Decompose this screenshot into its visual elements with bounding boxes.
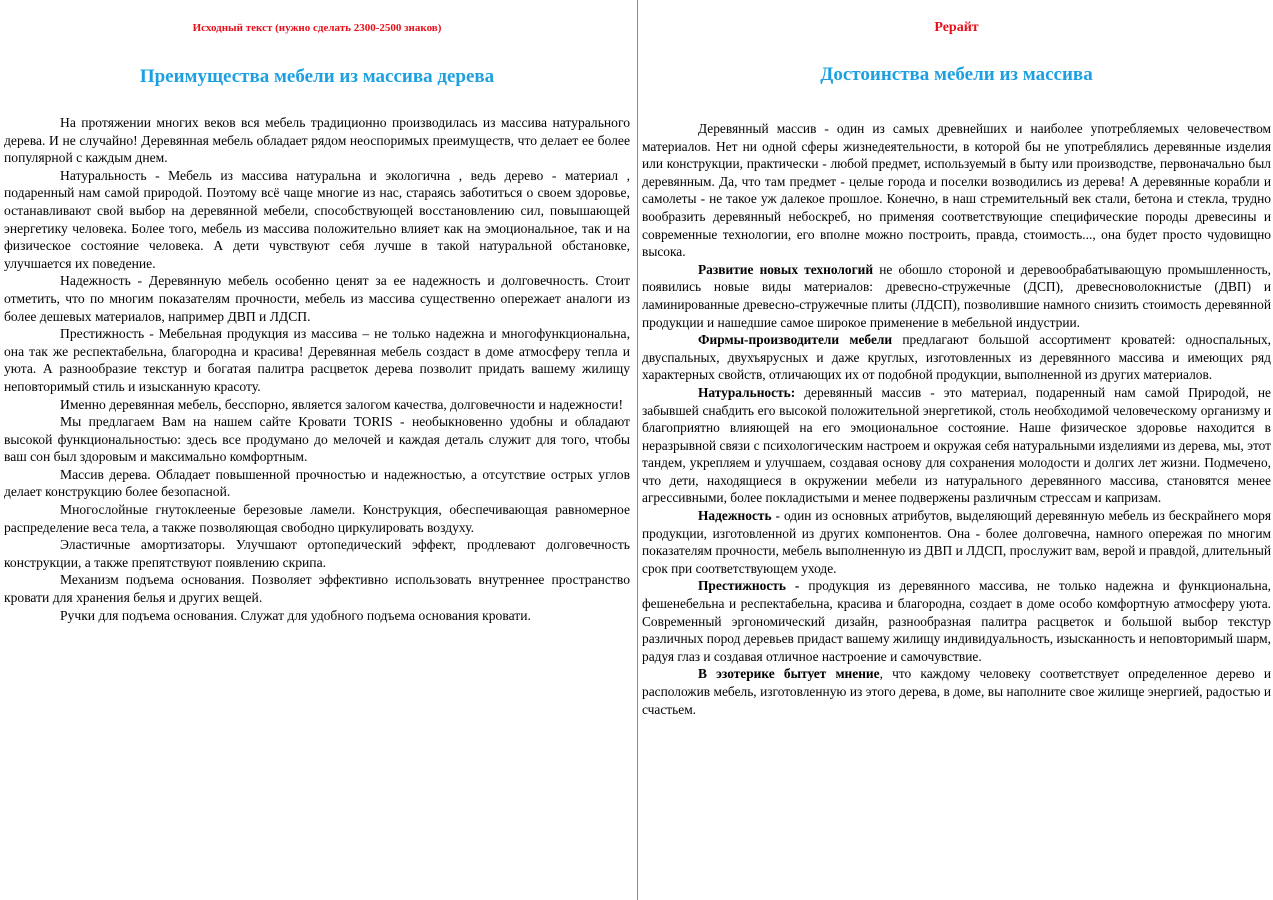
- paragraph-text: Деревянный массив - один из самых древнейших и наиболее употребляемых человечеством материалов. Нет ни одной сферы жизнедеятельности, в которой бы не употреблялись деревянные изделия или конструкции, практически - любой предмет, используемый в быту или производстве, первоначально был деревянным. Да, что там предмет - целые города и поселки возводились из дерева! А деревянные корабли и самолеты - не такое уж далекое прошлое. Конечно, в наш стремительный век стали, бетона и стекла, трудно вообразить деревянный небоскреб, но применяя соответствующие специфические породы древесины и современные технологии, его вполне можно построить, правда, стоимость..., она будет просто чудовищно высока.: [642, 121, 1271, 260]
- original-paragraph: Мы предлагаем Вам на нашем сайте Кровати TORIS - необыкновенно удобны и обладают высокой функциональностью: здесь все продумано до мелочей и каждая деталь служит для того, чтобы ваш сон был здоровым и максимально комфортным.: [4, 414, 630, 465]
- paragraph-lead: Фирмы-производители мебели: [698, 332, 893, 348]
- paragraph-text: предлагают большой ассортимент кроватей: односпальных, двуспальных, двухъярусных и даже круглых, изготовленных из деревянного массива и имеющих ряд характерных свойств, отличающих их от подобной продукции, выполненной из других материалов.: [642, 332, 1272, 383]
- paragraph-lead: Престижность -: [698, 578, 800, 594]
- rewrite-caption: Рерайт: [934, 20, 979, 35]
- original-paragraph: Именно деревянная мебель, бесспорно, является залогом качества, долговечности и надежности!: [60, 396, 623, 412]
- paragraph-text: - один из основных атрибутов, выделяющий деревянную мебель из бескрайнего моря продукции, изготовленной из других компонентов. Она - более долговечна, намного опережая по многим показателям прочности, мебель выполненную из ДВП и ЛДСП, прослужит вам, верой и правдой, длительный срок при соответствующем уходе.: [642, 508, 1271, 576]
- original-paragraph: Престижность - Мебельная продукция из массива – не только надежна и многофункциональна, она так же респектабельна, благородна и красива! Деревянная мебель создаст в доме атмосферу тепла и уюта. А разнообразие текстур и богатая палитра расцветок дерева позволит придать вашему жилищу неповторимый стиль и изысканную красоту.: [4, 326, 630, 394]
- rewrite-paragraph: [642, 507, 1271, 577]
- paragraph-lead: В эзотерике бытует мнение: [698, 666, 880, 682]
- rewrite-paragraph: [642, 120, 1271, 261]
- paragraph-lead: Развитие новых технологий: [698, 261, 874, 277]
- rewrite-paragraph: [642, 665, 1271, 718]
- original-body: [4, 114, 630, 624]
- rewrite-text-column: [639, 0, 1273, 900]
- original-title: Преимущества мебели из массива дерева: [139, 66, 495, 87]
- paragraph-text: продукция из деревянного массива, не только надежна и функциональна, фешенебельна и респектабельна, красива и благородна, создает в доме особо комфортную атмосферу уюта. Современный эргономический дизайн, разнообразная палитра расцветок и большой выбор текстур различных пород деревьев придаст вашему жилищу индивидуальность, изысканность и неповторимый шарм, радуя глаз и создавая отличное настроение и самочувствие.: [642, 578, 1271, 664]
- paragraph-text: не обошло стороной и деревообрабатывающую промышленность, появились новые виды материалов: древесно-стружечные (ДСП), древесноволокнистые (ДВП) и ламинированные древесно-стружечные плиты (ЛДСП), позволившие намного снизить стоимость деревянной продукции и нашедшие самое широкое применение в мебельной индустрии.: [642, 261, 1271, 330]
- rewrite-paragraph: [642, 577, 1271, 665]
- paragraph-lead: Натуральность:: [698, 384, 796, 400]
- rewrite-paragraph: [642, 384, 1271, 507]
- original-paragraph: Многослойные гнутоклееные березовые ламели. Конструкция, обеспечивающая равномерное распределение веса тела, а также позволяющая свободно циркулировать воздуху.: [4, 502, 630, 535]
- original-paragraph: Ручки для подъема основания. Служат для удобного подъема основания кровати.: [60, 607, 531, 623]
- original-paragraph: Надежность - Деревянную мебель особенно ценят за ее надежность и долговечность. Стоит отметить, что по многим показателям прочности, мебель из массива существенно опережает аналоги из более дешевых материалов, например ДВП и ЛДСП.: [4, 273, 630, 324]
- original-paragraph: Натуральность - Мебель из массива натуральна и экологична , ведь дерево - материал , подаренный нам самой природой. Поэтому всё чаще многие из нас, стараясь заботиться о своем здоровье, останавливают свой выбор на деревянной мебели, способствующей восстановлению сил, повышающей энергетику человека. Более того, мебель из массива положительно влияет как на эмоциональное, так и на физическое состояние человека. А дети чувствуют себя лучше в такой натуральной обстановке, улучшается их поведение.: [4, 167, 630, 271]
- original-text-column: [0, 0, 636, 900]
- column-divider: [637, 0, 638, 900]
- original-caption: Исходный текст (нужно сделать 2300-2500 знаков): [192, 22, 442, 34]
- rewrite-paragraph: [642, 261, 1271, 331]
- original-paragraph: Эластичные амортизаторы. Улучшают ортопедический эффект, продлевают долговечность конструкции, а также препятствуют появлению скрипа.: [4, 537, 630, 570]
- original-paragraph: Механизм подъема основания. Позволяет эффективно использовать внутреннее пространство кровати для хранения белья и других вещей.: [4, 572, 630, 606]
- original-paragraph: Массив дерева. Обладает повышенной прочностью и надежностью, а отсутствие острых углов делает конструкцию более безопасной.: [4, 466, 630, 500]
- paragraph-text: , что каждому человеку соответствует определенное дерево и расположив мебель, изготовленную из этого дерева, в доме, вы наполните свое жилище энергией, радостью и счастьем.: [642, 666, 1271, 717]
- rewrite-paragraph: [642, 331, 1271, 384]
- paragraph-lead: Надежность: [698, 508, 772, 524]
- original-paragraph: На протяжении многих веков вся мебель традиционно производилась из массива натурального дерева. И не случайно! Деревянная мебель обладает рядом неоспоримых преимуществ, что делает ее более популярной с каждым днем.: [4, 115, 630, 166]
- rewrite-title: Достоинства мебели из массива: [820, 64, 1093, 85]
- rewrite-body: [642, 120, 1271, 718]
- paragraph-text: деревянный массив - это материал, подаренный нам самой Природой, не забывшей снабдить его высокой положительной энергетикой, столь необходимой человеческому организму и благоприятно влияющей на его эмоциональное состояние. Наше физическое здоровье находится в неразрывной связи с психологическим настроем и окружая себя натуральными изделиями из дерева, мы, этот тандем, укрепляем и улучшаем, создавая основу для сохранения молодости и долгих лет жизни. Подмечено, что дети, находящиеся в окружении мебели из натурального деревянного массива, становятся менее агрессивными, более покладистыми и менее подвержены различным стрессам и капризам.: [642, 384, 1271, 506]
